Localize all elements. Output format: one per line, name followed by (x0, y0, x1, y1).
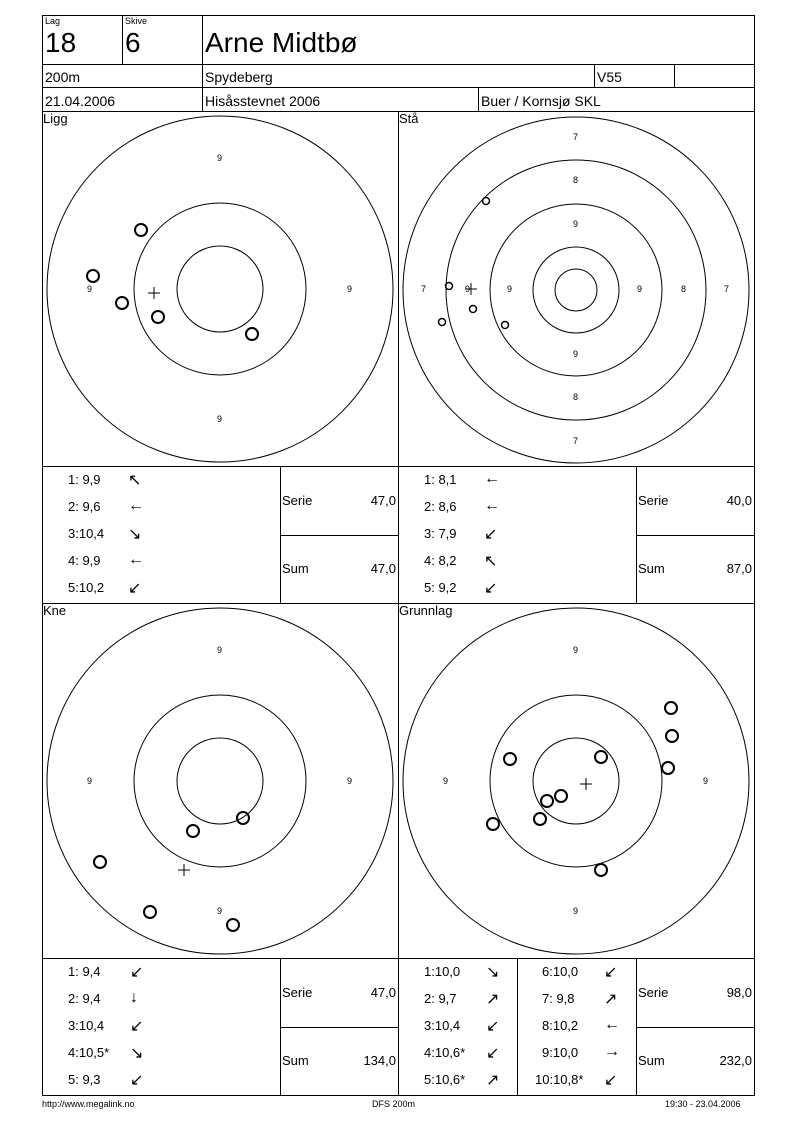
shot-score: 5: 9,2 (424, 580, 457, 595)
shot-score: 3:10,4 (424, 1018, 461, 1033)
direction-arrow-icon: ↘ (486, 964, 500, 981)
club: Spydeberg (205, 69, 273, 85)
date: 21.04.2006 (45, 93, 116, 109)
shot-score: 2: 9,7 (424, 991, 457, 1006)
shot-score: 1: 9,9 (68, 472, 101, 487)
shot-holes-grunnlag (487, 702, 678, 876)
ring-label: 8 (573, 175, 579, 185)
shot-score: 9:10,0 (542, 1045, 579, 1060)
ring-label: 9 (573, 219, 579, 229)
sum-label: Sum (282, 1053, 309, 1068)
serie-value: 98,0 (726, 985, 752, 1000)
lag-value: 18 (45, 27, 77, 58)
shot-score: 4:10,5* (68, 1045, 110, 1060)
direction-arrow-icon: ← (128, 497, 144, 514)
ring-label: 9 (573, 349, 579, 359)
target-sta (403, 117, 749, 463)
direction-arrow-icon: ← (128, 551, 144, 568)
ring-label: 7 (724, 284, 730, 294)
ring-label: 9 (347, 776, 353, 786)
shot-score: 10:10,8* (535, 1072, 584, 1087)
shooter-name: Arne Midtbø (205, 27, 358, 58)
footer-program: DFS 200m (372, 1099, 416, 1109)
target-ligg (47, 116, 393, 462)
event: Hisåsstevnet 2006 (205, 93, 321, 109)
footer-link[interactable]: http://www.megalink.no (42, 1099, 135, 1109)
ring-label: 9 (217, 414, 223, 424)
panel-title: Ligg (43, 111, 68, 126)
shot-score: 4: 8,2 (424, 553, 457, 568)
shot-score: 7: 9,8 (542, 991, 575, 1006)
ring-label: 9 (573, 906, 579, 916)
ring-label: 8 (681, 284, 687, 294)
sum-value: 232,0 (719, 1053, 752, 1068)
target-grunnlag (403, 608, 749, 954)
direction-arrow-icon: ↗ (486, 991, 500, 1008)
direction-arrow-icon: ↙ (130, 1072, 144, 1089)
ring-label: 9 (217, 153, 223, 163)
direction-arrow-icon: ↙ (130, 964, 144, 981)
sum-value: 134,0 (363, 1053, 396, 1068)
direction-arrow-icon: ↙ (486, 1045, 500, 1062)
ring-label: 9 (465, 284, 471, 294)
ring-label: 9 (507, 284, 513, 294)
serie-label: Serie (638, 985, 669, 1000)
range: Buer / Kornsjø SKL (481, 93, 601, 109)
serie-value: 40,0 (726, 493, 752, 508)
ring-label: 9 (347, 284, 353, 294)
panel-title: Grunnlag (399, 603, 453, 618)
direction-arrow-icon: ↙ (484, 526, 498, 543)
direction-arrow-icon: ↙ (604, 1072, 618, 1089)
panel-title: Kne (43, 603, 67, 618)
ring-label: 9 (217, 906, 223, 916)
shot-score: 6:10,0 (542, 964, 579, 979)
sum-value: 87,0 (726, 561, 752, 576)
shot-holes-ligg (87, 224, 258, 340)
serie-value: 47,0 (370, 493, 396, 508)
shot-score: 1:10,0 (424, 964, 461, 979)
direction-arrow-icon: ← (484, 470, 500, 487)
direction-arrow-icon: ↙ (484, 580, 498, 597)
distance: 200m (45, 69, 81, 85)
shot-score: 2: 9,4 (68, 991, 101, 1006)
ring-label: 7 (421, 284, 427, 294)
direction-arrow-icon: ↙ (604, 964, 618, 981)
shot-score: 3:10,4 (68, 526, 105, 541)
shot-score: 5:10,6* (424, 1072, 466, 1087)
ring-label: 9 (573, 645, 579, 655)
skive-label: Skive (125, 16, 148, 26)
direction-arrow-icon: ↘ (128, 526, 142, 543)
sum-value: 47,0 (370, 561, 396, 576)
serie-label: Serie (282, 985, 313, 1000)
serie-value: 47,0 (370, 985, 396, 1000)
shot-score: 1: 8,1 (424, 472, 457, 487)
direction-arrow-icon: ↖ (484, 553, 498, 570)
shot-score: 3: 7,9 (424, 526, 457, 541)
skive-value: 6 (125, 27, 141, 58)
shot-score: 5:10,2 (68, 580, 105, 595)
direction-arrow-icon: ↙ (128, 580, 142, 597)
shot-score: 5: 9,3 (68, 1072, 101, 1087)
ring-label: 7 (573, 132, 579, 142)
sum-label: Sum (638, 561, 665, 576)
direction-arrow-icon: ↙ (130, 1018, 144, 1035)
shot-score: 2: 8,6 (424, 499, 457, 514)
direction-arrow-icon: ← (484, 497, 500, 514)
direction-arrow-icon: ↙ (486, 1018, 500, 1035)
sum-label: Sum (638, 1053, 665, 1068)
shot-holes-kne (94, 812, 249, 931)
shot-score: 8:10,2 (542, 1018, 579, 1033)
panel-title: Stå (399, 111, 419, 126)
direction-arrow-icon: → (604, 1043, 620, 1060)
sum-label: Sum (282, 561, 309, 576)
shot-score: 1: 9,4 (68, 964, 101, 979)
ring-label: 9 (87, 284, 93, 294)
footer-timestamp: 19:30 - 23.04.2006 (665, 1099, 741, 1109)
serie-label: Serie (638, 493, 669, 508)
shot-score: 4: 9,9 (68, 553, 101, 568)
serie-label: Serie (282, 493, 313, 508)
shot-score: 2: 9,6 (68, 499, 101, 514)
ring-label: 9 (703, 776, 709, 786)
shooter-class: V55 (597, 69, 622, 85)
direction-arrow-icon: ↖ (128, 472, 142, 489)
lag-label: Lag (45, 16, 61, 26)
direction-arrow-icon: ← (604, 1016, 620, 1033)
ring-label: 7 (573, 436, 579, 446)
direction-arrow-icon: ↗ (486, 1072, 500, 1089)
direction-arrow-icon: ↗ (604, 991, 618, 1008)
ring-label: 9 (87, 776, 93, 786)
direction-arrow-icon: ↓ (130, 989, 138, 1006)
target-kne (47, 608, 393, 954)
shot-score: 3:10,4 (68, 1018, 105, 1033)
ring-label: 9 (443, 776, 449, 786)
shot-score: 4:10,6* (424, 1045, 466, 1060)
direction-arrow-icon: ↘ (130, 1045, 144, 1062)
ring-label: 9 (217, 645, 223, 655)
ring-label: 8 (573, 392, 579, 402)
ring-label: 9 (637, 284, 643, 294)
